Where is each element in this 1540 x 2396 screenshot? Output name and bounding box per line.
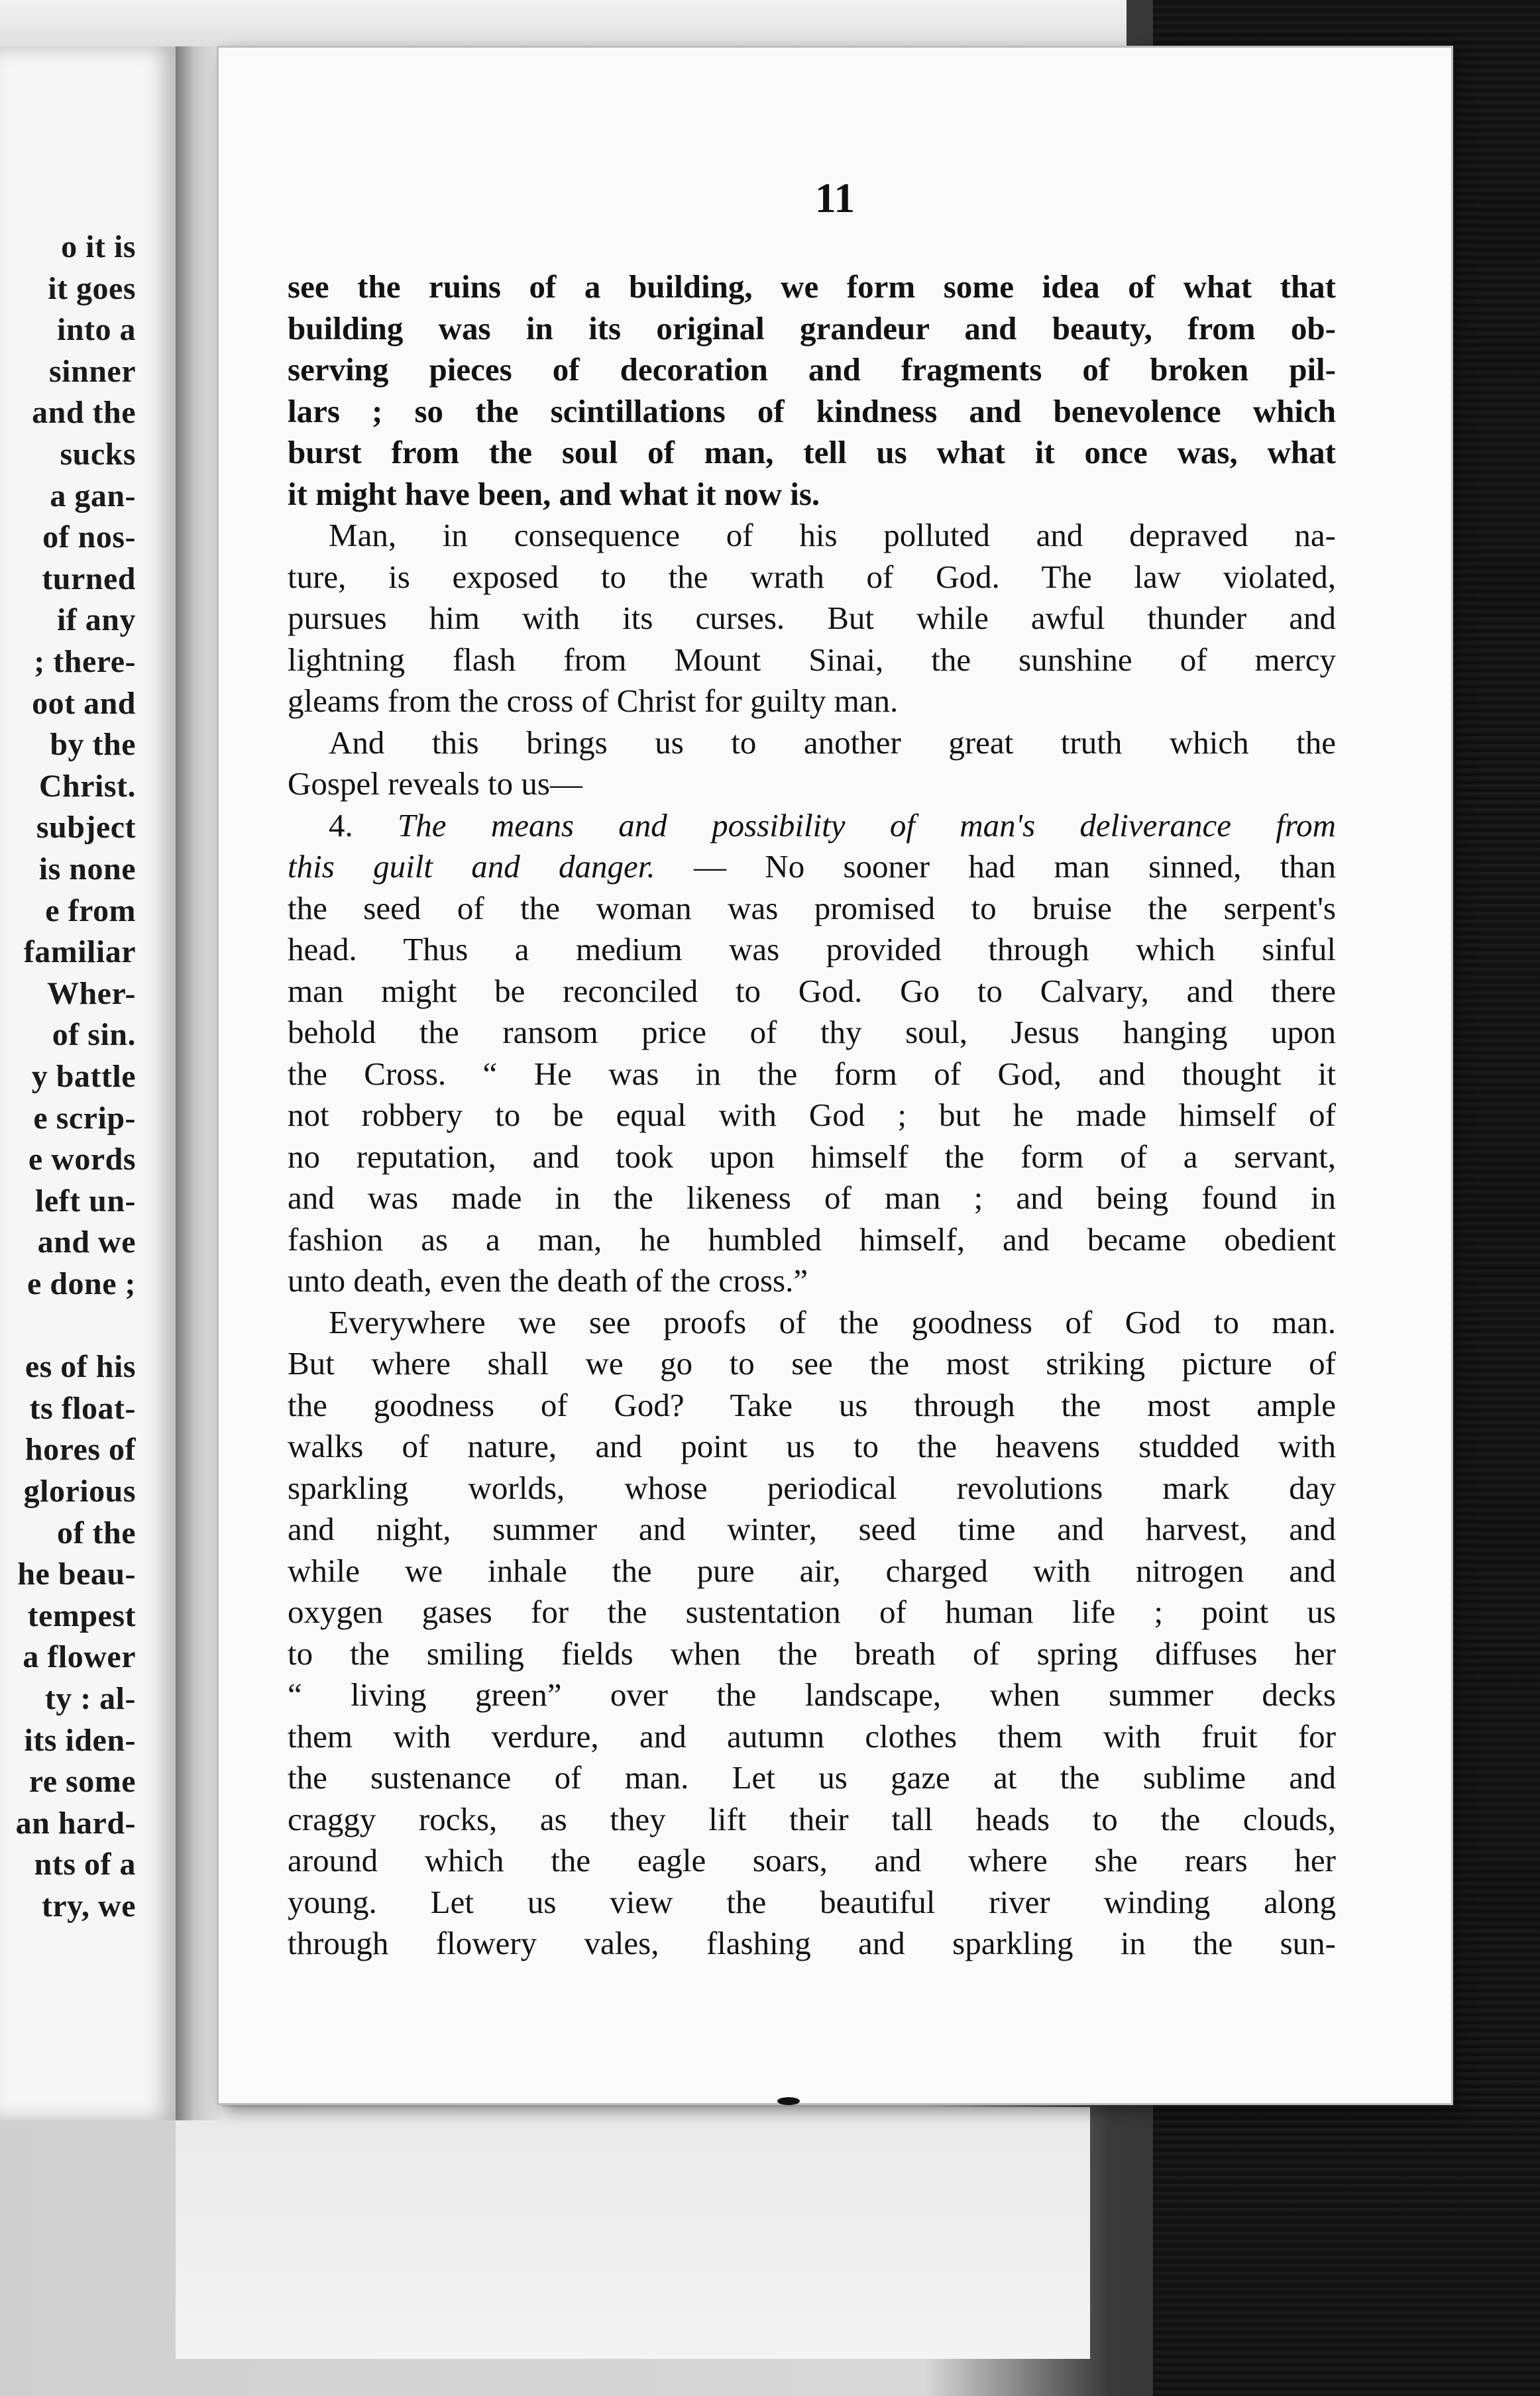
text-line: and was made in the likeness of man ; and being found in [288,1179,1336,1216]
text-line: serving pieces of decoration and fragments of broken pil- [288,351,1336,388]
text-line: to the smiling fields when the breath of spring diffuses her [288,1635,1336,1672]
section-number: 4. [329,806,398,844]
facing-page-line: e words [28,1142,136,1177]
text-line: while we inhale the pure air, charged with nitrogen and [288,1552,1336,1589]
facing-page-line: and we [37,1225,136,1260]
facing-page-line: turned [42,561,136,596]
text-line: young. Let us view the beautiful river winding along [288,1883,1336,1920]
facing-page-line: subject [36,810,136,845]
page-number: 11 [814,174,855,221]
text-line: head. Thus a medium was provided through which sinful [288,931,1336,967]
facing-page-line: es of his [25,1349,136,1385]
facing-page-line: e done ; [27,1266,136,1301]
facing-page-line: oot and [32,685,136,721]
text-line: behold the ransom price of thy soul, Jesus hanging upon [288,1014,1336,1050]
facing-page-line: Wher- [46,975,136,1011]
facing-page-line: o it is [61,229,136,264]
facing-page-line: is none [38,851,136,887]
facing-page-line: ts float- [29,1390,136,1426]
text-line: But where shall we go to see the most striking picture of [288,1345,1336,1382]
text-line: “ living green” over the landscape, when summer decks [288,1676,1336,1713]
text-line: lars ; so the scintillations of kindness and benevolence which [288,392,1336,429]
text-line: burst from the soul of man, tell us what it once was, what [288,434,1336,470]
facing-page-line: tempest [27,1598,136,1633]
facing-page-line: its iden- [24,1722,136,1758]
text-line: see the ruins of a building, we form some idea of what that [288,268,1336,305]
text-line: And this brings us to another great truth which the [329,724,1336,761]
underlying-page [176,2107,1090,2359]
facing-page-line: e scrip- [33,1100,136,1136]
book-page [219,48,1451,2103]
facing-page-line: of sin. [52,1017,136,1053]
facing-page-line: left un- [35,1183,136,1219]
text-line: man might be reconciled to God. Go to Calvary, and there [288,972,1336,1009]
facing-page-line: sucks [60,437,136,472]
facing-page-line: if any [56,602,136,638]
facing-page-line: by the [50,727,136,763]
section-heading: The means and possibility of man's deliverance from [398,806,1336,844]
text-line: sparkling worlds, whose periodical revolutions mark day [288,1469,1336,1506]
text-line [288,805,1336,847]
text-line: and night, summer and winter, seed time and harvest, and [288,1511,1336,1547]
facing-page-line: and the [32,395,136,431]
facing-page-line: Christ. [38,768,136,804]
text-line: through flowery vales, flashing and sparkling in the sun- [288,1925,1336,1961]
facing-page-fragment [0,46,176,2120]
facing-page-line: e from [45,893,136,928]
text-line: around which the eagle soars, and where she rears her [288,1842,1336,1879]
facing-page-line: familiar [23,934,136,970]
text-line: fashion as a man, he humbled himself, and became obedient [288,1221,1336,1258]
facing-page-line: sinner [48,353,136,389]
text-line: craggy rocks, as they lift their tall heads to the clouds, [288,1800,1336,1837]
facing-page-line: of nos- [42,519,136,555]
text-line: Everywhere we see proofs of the goodness of God to man. [329,1303,1336,1340]
text-line: not robbery to be equal with God ; but he made himself of [288,1097,1336,1133]
text-line: unto death, even the death of the cross.” [288,1262,808,1299]
facing-page-line: a gan- [50,478,136,514]
text-line: the seed of the woman was promised to bruise the serpent's [288,889,1336,926]
section-heading: this guilt and danger. [288,848,655,885]
text-line: ture, is exposed to the wrath of God. The law violated, [288,558,1336,595]
text-line: the Cross. “ He was in the form of God, and thought it [288,1055,1336,1092]
page-body-text [288,266,1336,1965]
text-line [288,846,1336,888]
text-line: pursues him with its curses. But while awful thunder and [288,600,1336,636]
text-line: the goodness of God? Take us through the most ample [288,1386,1336,1423]
text-line: the sustenance of man. Let us gaze at the sublime and [288,1759,1336,1796]
facing-page-line: glorious [23,1474,136,1509]
ink-mark [777,2097,800,2105]
facing-page-line: nts of a [34,1847,136,1882]
text-line: walks of nature, and point us to the heavens studded with [288,1428,1336,1464]
facing-page-line: hores of [25,1432,136,1468]
text-line: lightning flash from Mount Sinai, the sunshine of mercy [288,641,1336,678]
text-run: — No sooner had man sinned, than [694,848,1336,885]
facing-page-line: a flower [23,1639,136,1675]
book-gutter [176,46,222,2120]
page-top-edge [0,0,1127,53]
text-line: it might have been, and what it now is. [288,475,820,512]
facing-page-line: of the [57,1515,136,1551]
facing-page-line: ; there- [34,644,136,679]
facing-page-line: he beau- [17,1556,136,1592]
text-line: Man, in consequence of his polluted and depraved na- [329,517,1336,553]
facing-page-line: into a [56,312,136,348]
text-line: oxygen gases for the sustentation of human life ; point us [288,1594,1336,1630]
text-line: no reputation, and took upon himself the form of a servant, [288,1138,1336,1175]
facing-page-line: re some [28,1764,136,1800]
text-line: them with verdure, and autumn clothes them with fruit for [288,1717,1336,1755]
text-line: Gospel reveals to us— [288,765,582,802]
facing-page-line: ty : al- [44,1681,136,1716]
text-line: gleams from the cross of Christ for guilty man. [288,682,899,719]
facing-page-line: try, we [41,1888,136,1924]
facing-page-line: y battle [31,1059,136,1094]
facing-page-line: it goes [48,270,136,306]
text-line: building was in its original grandeur and beauty, from ob- [288,309,1336,347]
facing-page-line: an hard- [15,1805,136,1841]
